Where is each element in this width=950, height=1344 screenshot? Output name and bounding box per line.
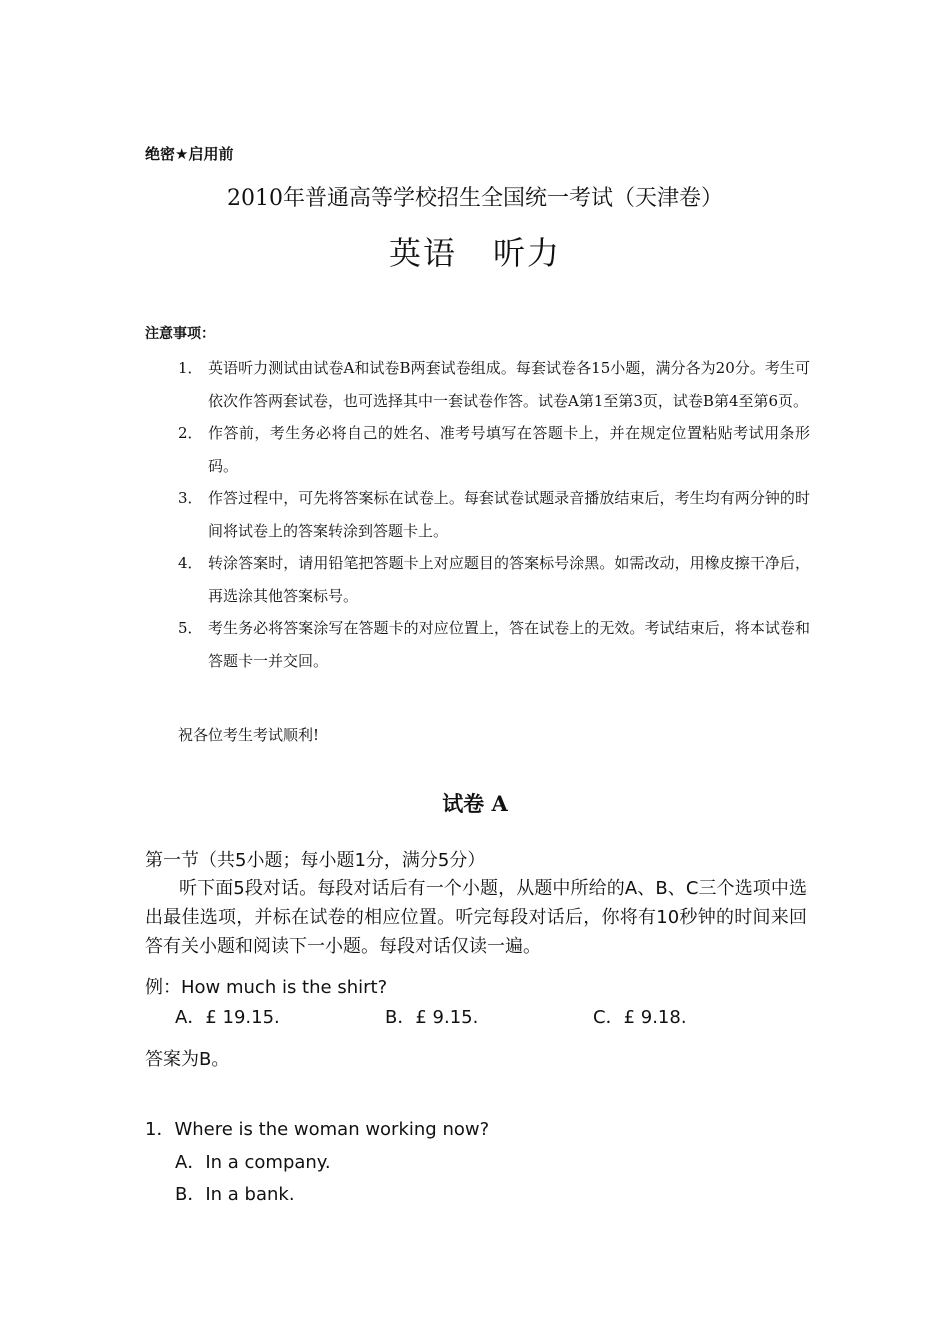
good-luck-text: 祝各位考生考试顺利! [178,726,320,744]
notice-item [178,352,810,417]
section-heading: 第一节（共5小题；每小题1分，满分5分） [145,850,486,871]
example-option-b: B．£ 9.15. [385,1007,479,1028]
notice-item-number: 4． [178,554,203,572]
subject-sub: 听力 [493,234,562,272]
subject-title [0,228,950,274]
notice-item-text: 考生务必将答案涂写在答题卡的对应位置上，答在试卷上的无效。考试结束后，将本试卷和答题卡一并交回。 [208,619,810,670]
question-1: 1．Where is the woman working now? [145,1119,490,1140]
notice-list [178,352,810,677]
notice-item-number: 1． [178,359,203,377]
paper-a-title: 试卷 A [442,791,508,816]
notice-item-number: 2． [178,424,203,442]
notice-item-text: 英语听力测试由试卷A和试卷B两套试卷组成。每套试卷各15小题，满分各为20分。考生可依次作答两套试卷，也可选择其中一套试卷作答。试卷A第1至第3页，试卷B第4至第6页。 [208,359,810,410]
notice-item [178,417,810,482]
example-option-a: A．£ 19.15. [175,1007,280,1028]
example-option-c: C．£ 9.18. [593,1007,687,1028]
notice-item-text: 转涂答案时，请用铅笔把答题卡上对应题目的答案标号涂黑。如需改动，用橡皮擦干净后，再选涂其他答案标号。 [208,554,810,605]
secret-mark: 绝密★启用前 [145,145,234,163]
exam-title: 2010年普通高等学校招生全国统一考试（天津卷） [227,186,723,211]
notice-item [178,547,810,612]
example-question: 例：How much is the shirt? [145,977,388,998]
notice-item [178,482,810,547]
question-1-option-a: A．In a company. [175,1152,331,1173]
notice-item-number: 5． [178,619,203,637]
notice-item-number: 3． [178,489,203,507]
question-1-option-b: B．In a bank. [175,1184,295,1205]
example-answer: 答案为B。 [145,1049,230,1070]
notice-heading: 注意事项： [145,326,215,342]
notice-item [178,612,810,677]
notice-item-text: 作答前，考生务必将自己的姓名、准考号填写在答题卡上，并在规定位置粘贴考试用条形码。 [208,424,810,475]
notice-item-text: 作答过程中，可先将答案标在试卷上。每套试卷试题录音播放结束后，考生均有两分钟的时间将试卷上的答案转涂到答题卡上。 [208,489,810,540]
section-instructions: 听下面5段对话。每段对话后有一个小题，从题中所给的A、B、C三个选项中选出最佳选项，并标在试卷的相应位置。听完每段对话后，你将有10秒钟的时间来回答有关小题和阅读下一小题。每段对话仅读一遍。 [145,878,807,957]
subject-main: 英语 [388,234,457,272]
